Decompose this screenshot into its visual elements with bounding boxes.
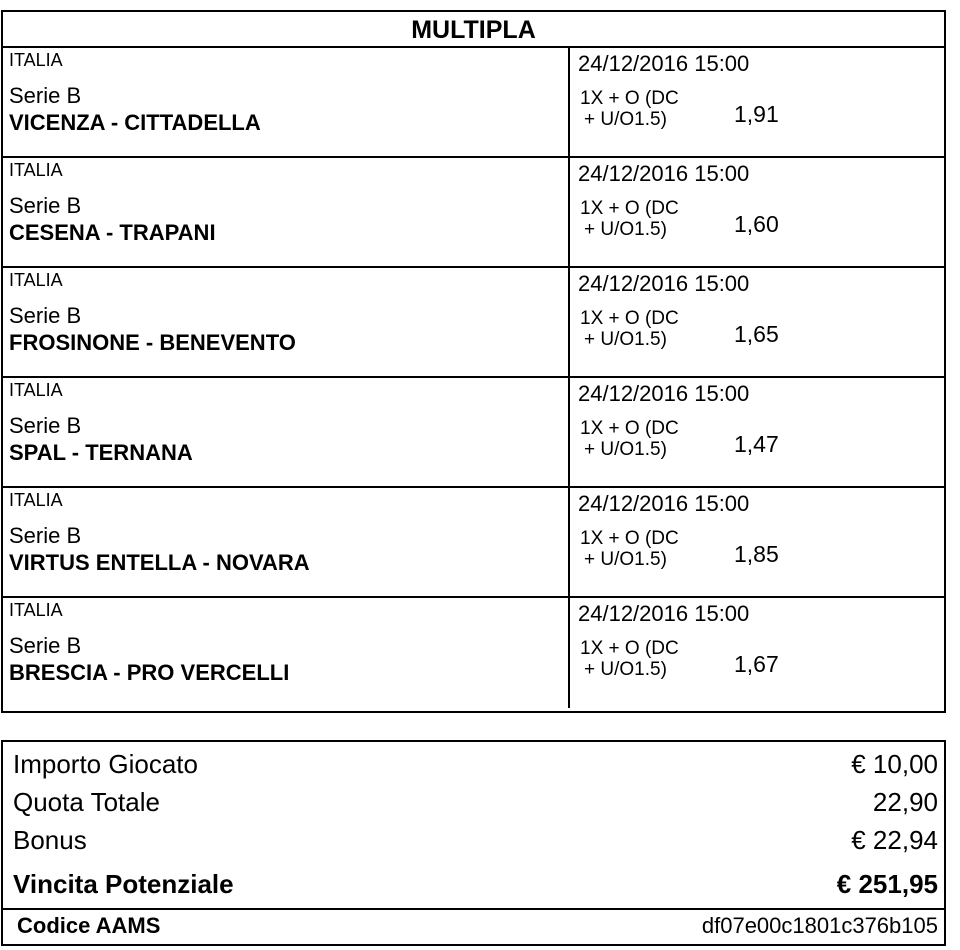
event-row: [3, 268, 944, 378]
total-odds-label: Quota Totale: [13, 787, 160, 817]
event-match: SPAL - TERNANA: [9, 440, 193, 465]
bet-type-line2: + U/O1.5): [584, 439, 667, 460]
bet-slip: [1, 10, 946, 713]
event-odds: 1,91: [734, 101, 779, 127]
aams-code-value: df07e00c1801c376b105: [701, 913, 938, 938]
event-bet-type: [580, 638, 730, 680]
event-row: [3, 378, 944, 488]
event-datetime: 24/12/2016 15:00: [578, 51, 750, 76]
stake-row: [13, 746, 938, 782]
event-info: [3, 268, 570, 376]
event-datetime: 24/12/2016 15:00: [578, 381, 750, 406]
aams-code-label: Codice AAMS: [17, 913, 161, 938]
bet-type-line1: 1X + O (DC: [580, 198, 679, 219]
event-bet-type: [580, 88, 730, 130]
event-bet-type: [580, 528, 730, 570]
event-odds: 1,67: [734, 651, 779, 677]
event-row: [3, 158, 944, 268]
event-league: Serie B: [9, 83, 82, 108]
event-country: ITALIA: [9, 600, 63, 620]
event-match: BRESCIA - PRO VERCELLI: [9, 660, 290, 685]
event-league: Serie B: [9, 523, 82, 548]
event-datetime: 24/12/2016 15:00: [578, 491, 750, 516]
event-info: [3, 158, 570, 266]
event-country: ITALIA: [9, 160, 63, 180]
event-country: ITALIA: [9, 50, 63, 70]
event-row: [3, 48, 944, 158]
bet-type-line2: + U/O1.5): [584, 329, 667, 350]
event-bet: [570, 378, 944, 486]
event-row: [3, 598, 944, 708]
aams-code-row: [3, 908, 944, 944]
bonus-row: [13, 822, 938, 858]
potential-win-value: € 251,95: [836, 869, 938, 899]
event-bet: [570, 48, 944, 156]
event-bet: [570, 488, 944, 596]
event-bet-type: [580, 198, 730, 240]
total-odds-row: [13, 784, 938, 820]
bet-type-line2: + U/O1.5): [584, 109, 667, 130]
event-bet: [570, 158, 944, 266]
stake-value: € 10,00: [851, 749, 938, 779]
event-info: [3, 598, 570, 708]
event-bet-type: [580, 418, 730, 460]
event-league: Serie B: [9, 303, 82, 328]
event-country: ITALIA: [9, 490, 63, 510]
event-datetime: 24/12/2016 15:00: [578, 271, 750, 296]
event-match: FROSINONE - BENEVENTO: [9, 330, 296, 355]
event-league: Serie B: [9, 633, 82, 658]
event-bet-type: [580, 308, 730, 350]
bonus-label: Bonus: [13, 825, 87, 855]
slip-title: MULTIPLA: [3, 12, 944, 48]
potential-win-label: Vincita Potenziale: [13, 869, 234, 899]
event-odds: 1,60: [734, 211, 779, 237]
event-odds: 1,47: [734, 431, 779, 457]
event-odds: 1,65: [734, 321, 779, 347]
potential-win-row: [13, 866, 938, 902]
event-row: [3, 488, 944, 598]
event-info: [3, 488, 570, 596]
event-datetime: 24/12/2016 15:00: [578, 161, 750, 186]
bet-type-line2: + U/O1.5): [584, 219, 667, 240]
bet-type-line2: + U/O1.5): [584, 659, 667, 680]
event-info: [3, 378, 570, 486]
event-country: ITALIA: [9, 270, 63, 290]
event-country: ITALIA: [9, 380, 63, 400]
event-league: Serie B: [9, 413, 82, 438]
event-match: VICENZA - CITTADELLA: [9, 110, 261, 135]
event-bet: [570, 598, 944, 708]
event-league: Serie B: [9, 193, 82, 218]
event-match: CESENA - TRAPANI: [9, 220, 216, 245]
event-bet: [570, 268, 944, 376]
bonus-value: € 22,94: [851, 825, 938, 855]
event-match: VIRTUS ENTELLA - NOVARA: [9, 550, 310, 575]
totals-box: [1, 740, 946, 946]
bet-type-line2: + U/O1.5): [584, 549, 667, 570]
total-odds-value: 22,90: [872, 787, 938, 817]
bet-type-line1: 1X + O (DC: [580, 308, 679, 329]
event-odds: 1,85: [734, 541, 779, 567]
bet-type-line1: 1X + O (DC: [580, 528, 679, 549]
bet-type-line1: 1X + O (DC: [580, 638, 679, 659]
event-info: [3, 48, 570, 156]
bet-type-line1: 1X + O (DC: [580, 418, 679, 439]
bet-type-line1: 1X + O (DC: [580, 88, 679, 109]
stake-label: Importo Giocato: [13, 749, 198, 779]
event-datetime: 24/12/2016 15:00: [578, 601, 750, 626]
